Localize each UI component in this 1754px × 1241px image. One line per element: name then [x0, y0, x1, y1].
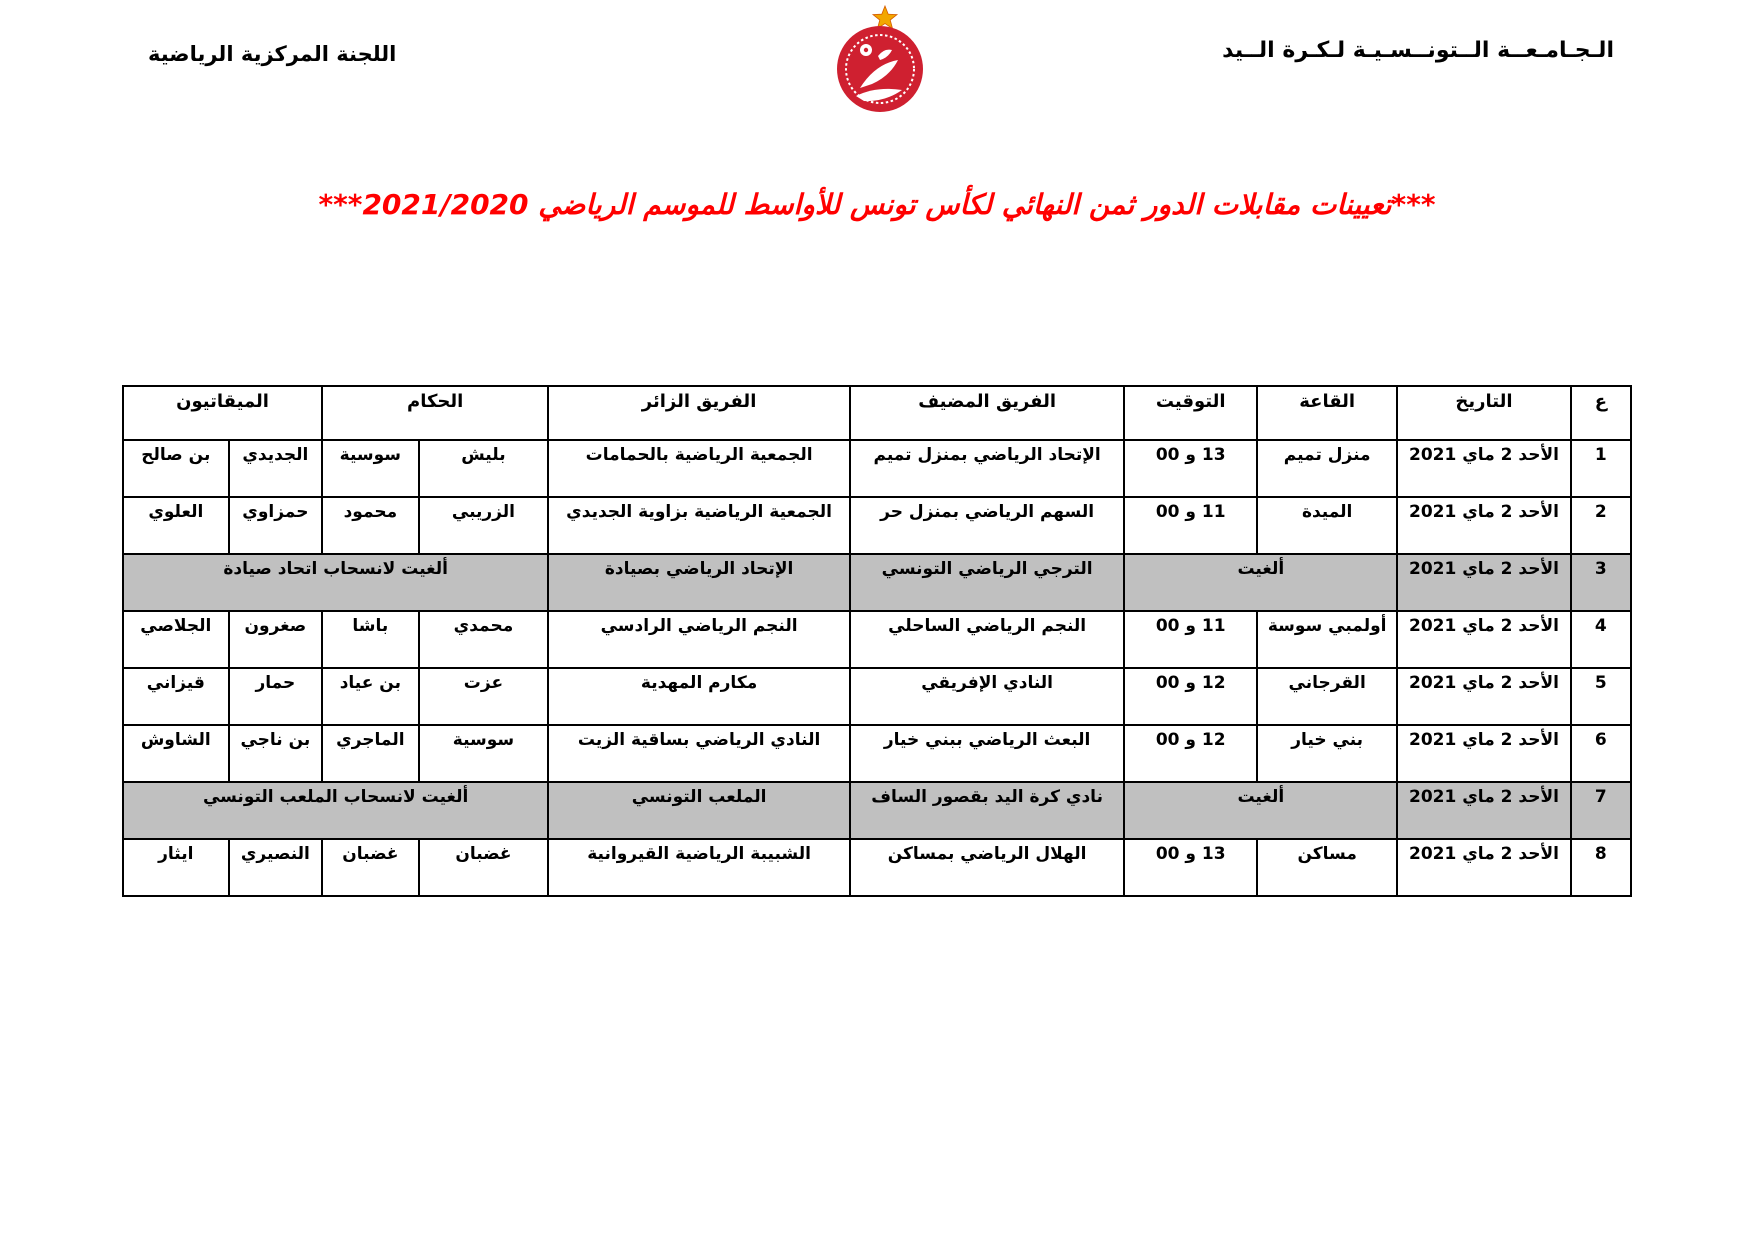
col-header-host: الفريق المضيف: [850, 386, 1124, 440]
cell-timekeeper-1: حمار: [229, 668, 322, 725]
cell-referee-2: محمود: [322, 497, 419, 554]
cell-date: الأحد 2 ماي 2021: [1397, 668, 1570, 725]
cell-visitor-team: الملعب التونسي: [548, 782, 850, 839]
cell-referee-1: محمدي: [419, 611, 549, 668]
cell-hall: منزل تميم: [1257, 440, 1397, 497]
cell-referee-1: بليش: [419, 440, 549, 497]
table-row: [123, 839, 1631, 896]
cell-referee-1: سوسية: [419, 725, 549, 782]
cell-host-team: السهم الرياضي بمنزل حر: [850, 497, 1124, 554]
col-header-date: التاريخ: [1397, 386, 1570, 440]
cell-timekeeper-2: بن صالح: [123, 440, 229, 497]
cell-time: 11 و 00: [1124, 611, 1257, 668]
col-header-number: ع: [1571, 386, 1631, 440]
cell-timekeeper-1: حمزاوي: [229, 497, 322, 554]
cell-timekeeper-2: ايثار: [123, 839, 229, 896]
page-title: ***تعيينات مقابلات الدور ثمن النهائي لكأس تونس للأواسط للموسم الرياضي 2021/2020***: [318, 188, 1436, 221]
table-row: [123, 497, 1631, 554]
cell-date: الأحد 2 ماي 2021: [1397, 440, 1570, 497]
cell-visitor-team: النادي الرياضي بساقية الزيت: [548, 725, 850, 782]
cell-timekeeper-1: النصيري: [229, 839, 322, 896]
cell-host-team: الإتحاد الرياضي بمنزل تميم: [850, 440, 1124, 497]
federation-name: الـجـامـعــة الــتونــسـيـة لـكـرة الــيد: [1222, 38, 1614, 63]
table-row: [123, 725, 1631, 782]
col-header-visitor: الفريق الزائر: [548, 386, 850, 440]
cell-visitor-team: الجمعية الرياضية بزاوية الجديدي: [548, 497, 850, 554]
cell-hall: مساكن: [1257, 839, 1397, 896]
cell-hall: بني خيار: [1257, 725, 1397, 782]
table-row-cancelled: [123, 554, 1631, 611]
cell-hall: الميدة: [1257, 497, 1397, 554]
cell-number: 7: [1571, 782, 1631, 839]
cell-host-team: البعث الرياضي ببني خيار: [850, 725, 1124, 782]
matches-table-container: [122, 385, 1632, 897]
committee-name: اللجنة المركزية الرياضية: [148, 42, 397, 66]
cell-cancelled-hall-time: ألغيت: [1124, 782, 1397, 839]
match-table: [122, 385, 1632, 897]
cell-timekeeper-1: الجديدي: [229, 440, 322, 497]
cell-number: 6: [1571, 725, 1631, 782]
cell-referee-2: غضبان: [322, 839, 419, 896]
table-row: [123, 668, 1631, 725]
col-header-referees: الحكام: [322, 386, 548, 440]
cell-hall: أولمبي سوسة: [1257, 611, 1397, 668]
cell-cancelled-hall-time: ألغيت: [1124, 554, 1397, 611]
cell-date: الأحد 2 ماي 2021: [1397, 725, 1570, 782]
cell-number: 5: [1571, 668, 1631, 725]
cell-visitor-team: الجمعية الرياضية بالحمامات: [548, 440, 850, 497]
cell-host-team: الترجي الرياضي التونسي: [850, 554, 1124, 611]
table-row: [123, 611, 1631, 668]
cell-number: 4: [1571, 611, 1631, 668]
cell-cancellation-note: ألغيت لانسحاب اتحاد صيادة: [123, 554, 548, 611]
cell-date: الأحد 2 ماي 2021: [1397, 497, 1570, 554]
cell-time: 13 و 00: [1124, 440, 1257, 497]
table-row-cancelled: [123, 782, 1631, 839]
cell-cancellation-note: ألغيت لانسحاب الملعب التونسي: [123, 782, 548, 839]
cell-number: 1: [1571, 440, 1631, 497]
cell-timekeeper-2: قيزاني: [123, 668, 229, 725]
star-icon: [873, 6, 897, 29]
cell-referee-1: الزريبي: [419, 497, 549, 554]
table-row: [123, 440, 1631, 497]
cell-time: 11 و 00: [1124, 497, 1257, 554]
col-header-timekeepers: الميقاتيون: [123, 386, 322, 440]
cell-date: الأحد 2 ماي 2021: [1397, 611, 1570, 668]
cell-visitor-team: النجم الرياضي الرادسي: [548, 611, 850, 668]
cell-timekeeper-2: العلوي: [123, 497, 229, 554]
cell-time: 12 و 00: [1124, 725, 1257, 782]
cell-visitor-team: الشبيبة الرياضية القيروانية: [548, 839, 850, 896]
cell-time: 12 و 00: [1124, 668, 1257, 725]
cell-host-team: النجم الرياضي الساحلي: [850, 611, 1124, 668]
cell-visitor-team: الإتحاد الرياضي بصيادة: [548, 554, 850, 611]
cell-date: الأحد 2 ماي 2021: [1397, 554, 1570, 611]
col-header-time: التوقيت: [1124, 386, 1257, 440]
cell-host-team: نادي كرة اليد بقصور الساف: [850, 782, 1124, 839]
cell-date: الأحد 2 ماي 2021: [1397, 839, 1570, 896]
handball-federation-logo-icon: [830, 4, 930, 114]
cell-referee-1: عزت: [419, 668, 549, 725]
cell-timekeeper-2: الشاوش: [123, 725, 229, 782]
cell-referee-2: الماجري: [322, 725, 419, 782]
cell-time: 13 و 00: [1124, 839, 1257, 896]
cell-number: 3: [1571, 554, 1631, 611]
cell-referee-2: بن عياد: [322, 668, 419, 725]
cell-timekeeper-2: الجلاصي: [123, 611, 229, 668]
cell-date: الأحد 2 ماي 2021: [1397, 782, 1570, 839]
cell-host-team: الهلال الرياضي بمساكن: [850, 839, 1124, 896]
cell-hall: القرجاني: [1257, 668, 1397, 725]
cell-timekeeper-1: بن ناجي: [229, 725, 322, 782]
cell-visitor-team: مكارم المهدية: [548, 668, 850, 725]
cell-referee-2: باشا: [322, 611, 419, 668]
cell-host-team: النادي الإفريقي: [850, 668, 1124, 725]
table-header-row: [123, 386, 1631, 440]
cell-referee-1: غضبان: [419, 839, 549, 896]
col-header-hall: القاعة: [1257, 386, 1397, 440]
cell-referee-2: سوسية: [322, 440, 419, 497]
cell-number: 8: [1571, 839, 1631, 896]
cell-timekeeper-1: صغرون: [229, 611, 322, 668]
cell-number: 2: [1571, 497, 1631, 554]
